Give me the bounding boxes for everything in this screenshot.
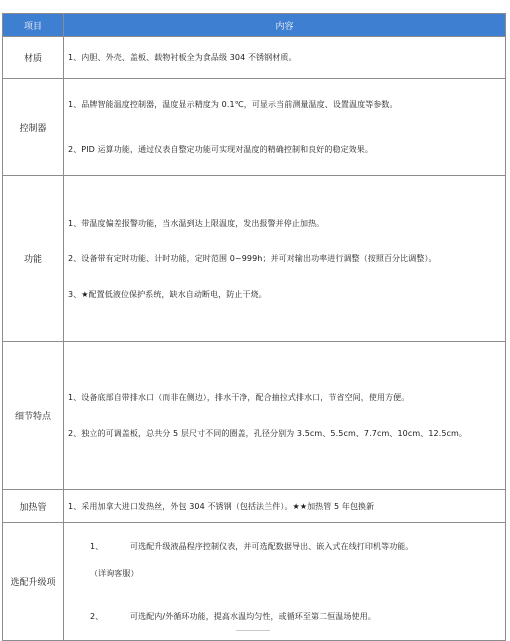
row-label-options: 选配升级项 bbox=[3, 523, 64, 641]
table-row bbox=[3, 176, 506, 342]
row-content-heater bbox=[64, 490, 506, 523]
header-item: 项目 bbox=[3, 14, 64, 37]
option-2 bbox=[90, 606, 499, 627]
row-label-function: 功能 bbox=[3, 176, 64, 342]
row-content-material bbox=[64, 37, 506, 79]
row-content-details bbox=[64, 342, 506, 490]
controller-line-1: 1、品牌智能温度控制器，温度显示精度为 0.1℃，可显示当前测量温度、设置温度等参数。 bbox=[68, 100, 398, 109]
row-label-details: 细节特点 bbox=[3, 342, 64, 490]
material-line-1: 1、内胆、外壳、盖板、载物衬板全为食品级 304 不锈钢材质。 bbox=[68, 53, 297, 62]
heater-line-1: 1、采用加拿大进口发热丝，外包 304 不锈钢（包括法兰件）。★★加热管 5 年包换新 bbox=[68, 501, 375, 511]
row-content-function bbox=[64, 176, 506, 342]
details-line-2: 2、独立的可调盖板，总共分 5 层尺寸不同的圈盖，孔径分别为 3.5cm、5.5cm、7.7cm、10cm、12.5cm。 bbox=[68, 428, 468, 438]
option-1 bbox=[90, 536, 499, 557]
row-content-options bbox=[64, 523, 506, 641]
bottom-divider bbox=[236, 630, 270, 635]
row-label-controller: 控制器 bbox=[3, 79, 64, 176]
table-header-row bbox=[3, 14, 506, 37]
table-row bbox=[3, 523, 506, 641]
function-line-3: 3、★配置低液位保护系统，缺水自动断电，防止干烧。 bbox=[68, 289, 267, 299]
option-1-note: （详询客服） bbox=[90, 569, 139, 578]
table-row bbox=[3, 79, 506, 176]
table-row bbox=[3, 37, 506, 79]
table-row bbox=[3, 490, 506, 523]
function-line-1: 1、带温度偏差报警功能，当水温到达上限温度，发出报警并停止加热。 bbox=[68, 218, 325, 228]
controller-line-2: 2、PID 运算功能，通过仪表自整定功能可实现对温度的精确控制和良好的稳定效果。 bbox=[68, 145, 373, 154]
spec-table bbox=[2, 13, 506, 641]
details-line-1: 1、设备底部自带排水口（而非在侧边），排水干净，配合抽拉式排水口，节省空间，使用方便。 bbox=[68, 392, 410, 402]
option-1-number: 1、 bbox=[90, 542, 104, 551]
row-label-heater: 加热管 bbox=[3, 490, 64, 523]
row-label-material: 材质 bbox=[3, 37, 64, 79]
function-line-2: 2、设备带有定时功能、计时功能，定时范围 0~999h；并可对输出功率进行调整（按照百分比调整）。 bbox=[68, 253, 437, 263]
option-2-number: 2、 bbox=[90, 612, 104, 621]
header-content: 内容 bbox=[64, 14, 506, 37]
table-row bbox=[3, 342, 506, 490]
option-1-text: 可选配升级液晶程序控制仪表，并可选配数据导出、嵌入式在线打印机等功能。 bbox=[130, 542, 414, 551]
option-2-text: 可选配内/外循环功能，提高水温均匀性，或循环至第二恒温场使用。 bbox=[130, 612, 376, 621]
row-content-controller bbox=[64, 79, 506, 176]
